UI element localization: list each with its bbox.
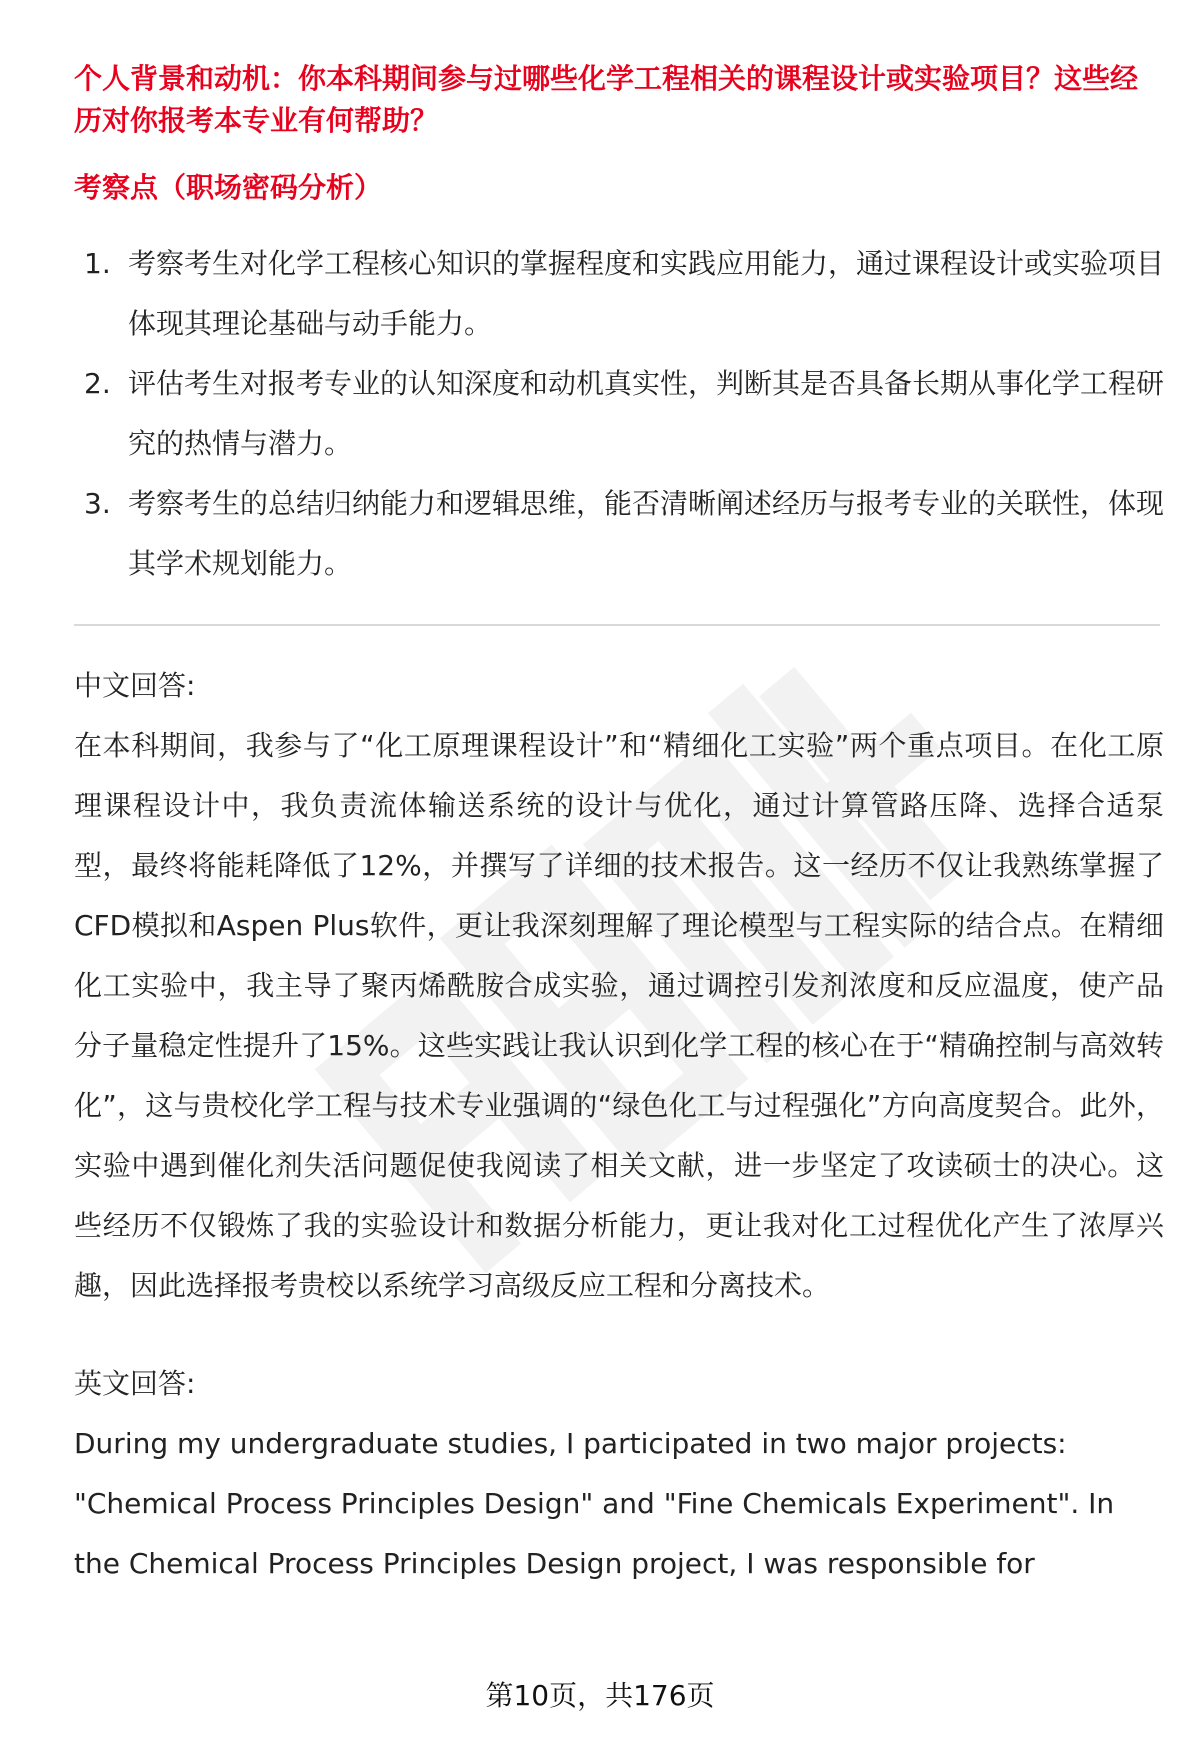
chinese-answer-body: 在本科期间，我参与了“化工原理课程设计”和“精细化工实验”两个重点项目。在化工原理课程设计中，我负责流体输送系统的设计与优化，通过计算管路压降、选择合适泵型，最终将能耗降低了12%，并撰写了详细的技术报告。这一经历不仅让我熟练掌握了CFD模拟和Aspen Plus软件，更让我深刻理解了理论模型与工程实际的结合点。在精细化工实验中，我主导了聚丙烯酰胺合成实验，通过调控引发剂浓度和反应温度，使产品分子量稳定性提升了15%。这些实践让我认识到化学工程的核心在于“精确控制与高效转化”，这与贵校化学工程与技术专业强调的“绿色化工与过程强化”方向高度契合。此外，实验中遇到催化剂失活问题促使我阅读了相关文献，进一步坚定了攻读硕士的决心。这些经历不仅锻炼了我的实验设计和数据分析能力，更让我对化工过程优化产生了浓厚兴趣，因此选择报考贵校以系统学习高级反应工程和分离技术。: [74, 729, 1164, 1302]
assessment-point: [74, 474, 1164, 594]
point-text: 考察考生的总结归纳能力和逻辑思维，能否清晰阐述经历与报考专业的关联性，体现其学术规划能力。: [128, 487, 1165, 580]
chinese-answer-title: 中文回答:: [74, 669, 196, 702]
page-number-footer: 第10页，共176页: [485, 1679, 715, 1712]
assessment-point: [74, 234, 1164, 354]
point-number: 3.: [84, 487, 111, 520]
question-heading: 个人背景和动机：你本科期间参与过哪些化学工程相关的课程设计或实验项目？这些经历对你报考本专业有何帮助？: [74, 62, 1139, 137]
point-text: 考察考生对化学工程核心知识的掌握程度和实践应用能力，通过课程设计或实验项目体现其理论基础与动手能力。: [128, 247, 1165, 340]
section-divider: [74, 624, 1160, 626]
assessment-point: [74, 354, 1164, 474]
english-answer-title: 英文回答:: [74, 1367, 196, 1400]
english-answer-line: "Chemical Process Principles Design" and "Fine Chemicals Experiment". In: [74, 1487, 1115, 1520]
assessment-points-list: [74, 234, 1164, 594]
english-answer-line: During my undergraduate studies, I participated in two major projects:: [74, 1427, 1067, 1460]
point-text: 评估考生对报考专业的认知深度和动机真实性，判断其是否具备长期从事化学工程研究的热情与潜力。: [128, 367, 1165, 460]
point-number: 2.: [84, 367, 111, 400]
english-answer-line: the Chemical Process Principles Design project, I was responsible for: [74, 1547, 1035, 1580]
assessment-points-heading: 考察点（职场密码分析）: [74, 171, 383, 204]
point-number: 1.: [84, 247, 111, 280]
document-body: [74, 58, 1164, 1594]
